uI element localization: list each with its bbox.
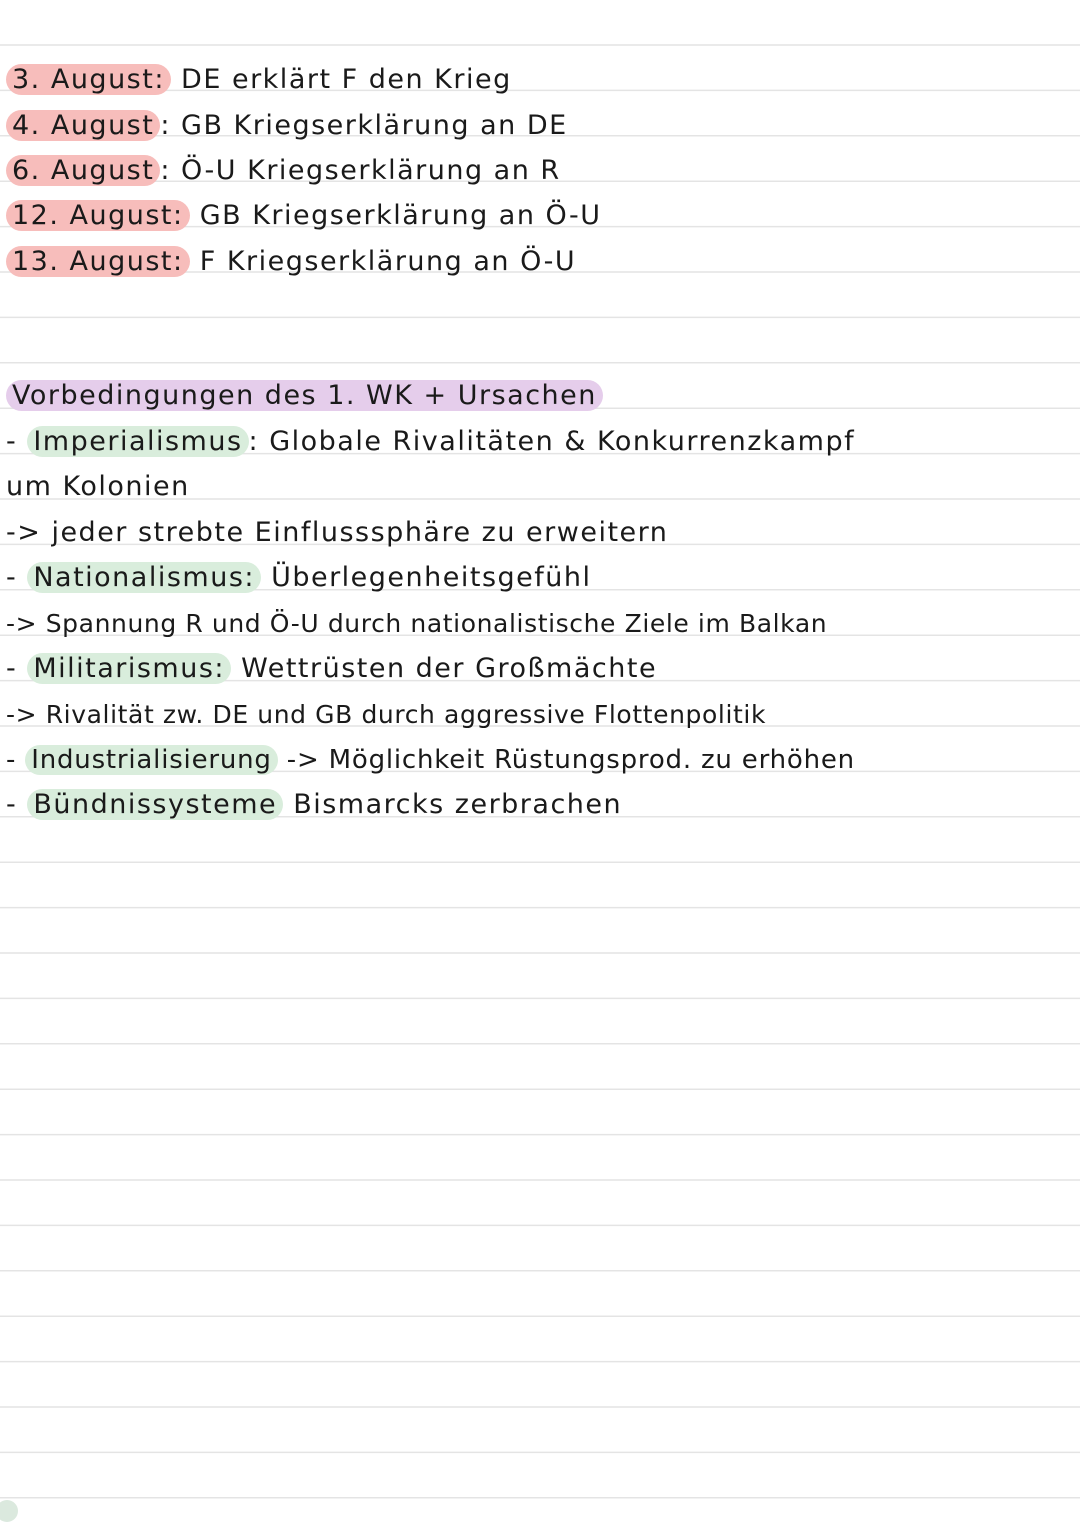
note-text: -> Rivalität zw. DE und GB durch aggressive Flottenpolitik [6,700,767,729]
declaration-line [6,153,561,189]
declaration-text: : GB Kriegserklärung an DE [160,110,568,141]
key-term: Bündnissysteme [27,789,283,820]
declaration-line [6,198,602,234]
bullet-prefix: - [6,426,28,457]
heading-text: Vorbedingungen des 1. WK + Ursachen [6,380,603,411]
note-text: um Kolonien [6,471,190,502]
note-line [6,742,855,778]
note-line [6,787,622,823]
bullet-prefix: - [6,745,26,775]
note-text: Wettrüsten der Großmächte [231,653,658,684]
date-label: 3. August: [6,64,171,95]
bullet-prefix: - [6,789,28,820]
date-label: 6. August [6,155,160,186]
bullet-prefix: - [6,653,28,684]
key-term: Nationalismus: [27,562,261,593]
declaration-text: DE erklärt F den Krieg [181,64,512,95]
date-label: 4. August [6,110,160,141]
note-line [6,515,668,551]
declaration-line [6,244,576,280]
declaration-line [6,108,568,144]
note-line [6,606,827,642]
note-text: : Globale Rivalitäten & Konkurrenzkampf [248,426,856,457]
note-line [6,560,592,596]
note-line [6,424,855,460]
note-text: -> jeder strebte Einflusssphäre zu erweitern [6,517,669,548]
note-line [6,697,766,733]
note-text: -> Spannung R und Ö-U durch nationalistische Ziele im Balkan [6,609,828,638]
declaration-text: : Ö-U Kriegserklärung an R [160,155,561,186]
date-label: 13. August: [6,246,190,277]
note-text: -> Möglichkeit Rüstungsprod. zu erhöhen [277,745,855,775]
date-label: 12. August: [6,200,190,231]
declaration-line [6,62,512,98]
declaration-text: F Kriegserklärung an Ö-U [199,246,577,277]
note-text: Bismarcks zerbrachen [283,789,623,820]
section-heading [6,378,603,414]
key-term: Industrialisierung [25,745,277,775]
key-term: Militarismus: [27,653,231,684]
note-line [6,651,657,687]
bullet-prefix: - [6,562,28,593]
note-line [6,469,190,505]
key-term: Imperialismus [27,426,248,457]
declaration-text: GB Kriegserklärung an Ö-U [199,200,602,231]
note-text: Überlegenheitsgefühl [260,562,592,593]
